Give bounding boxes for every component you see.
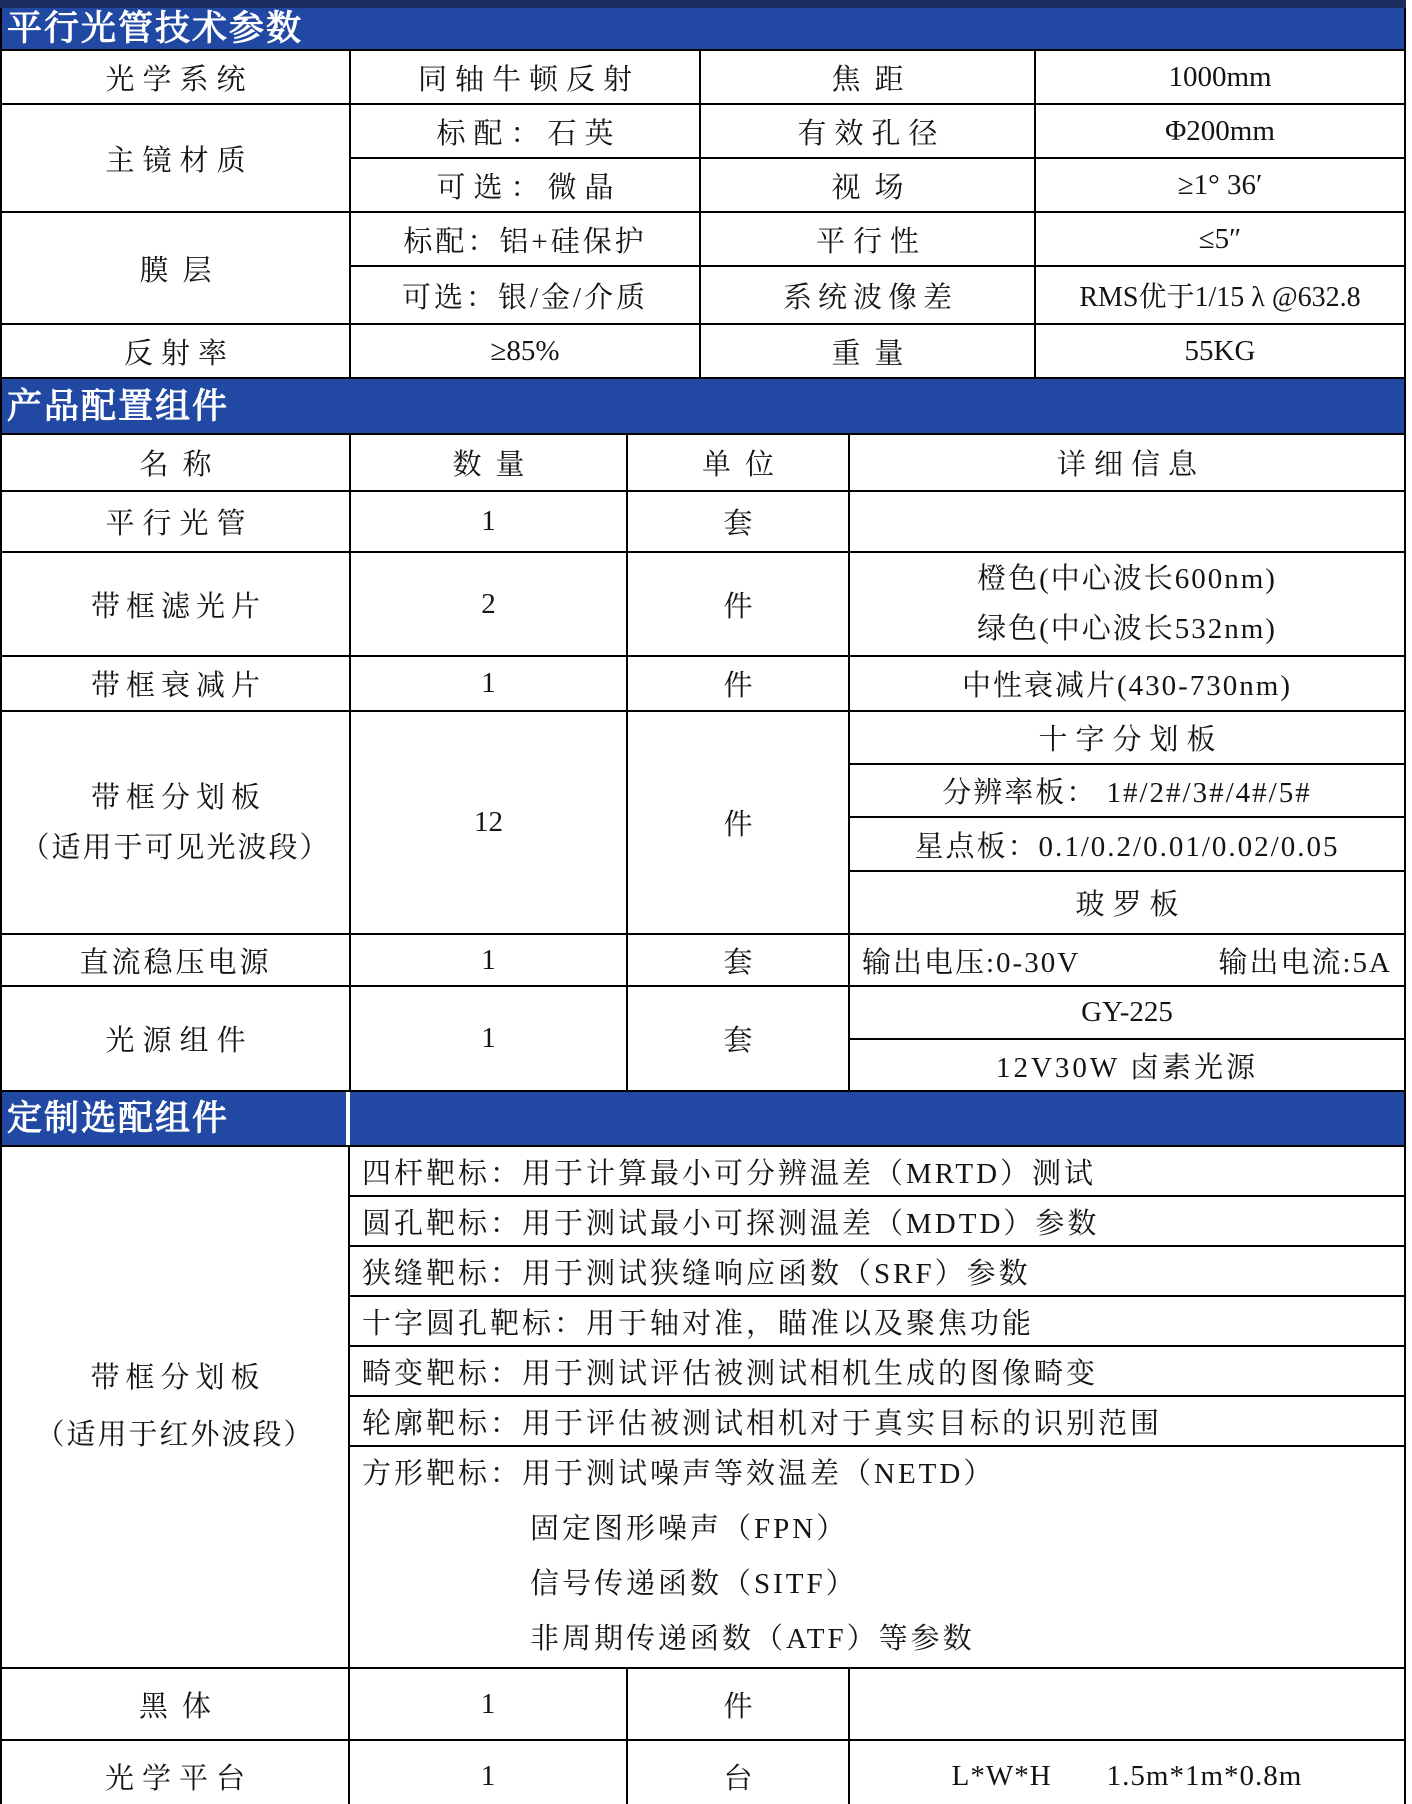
custom-row-blackbody [1,1668,1405,1740]
section-header-tech-params [0,8,1406,49]
attenuator-qty: 1 [350,656,627,711]
reticle-detail-crosshair: 十字分划板 [849,711,1405,764]
blackbody-name: 黑体 [1,1668,349,1740]
platform-detail-cell [849,1740,1405,1804]
target-square-netd: 方形靶标：用于测试噪声等效温差（NETD） [362,1458,996,1490]
mirror-material-standard: 标配：石英 [350,104,700,158]
reticle-unit: 件 [627,711,849,934]
attenuator-name: 带框衰减片 [1,656,350,711]
target-four-bar: 四杆靶标：用于计算最小可分辨温差（MRTD）测试 [349,1146,1405,1196]
target-square-sitf: 信号传递函数（SITF） [530,1568,858,1600]
config-row-filters [1,552,1405,656]
coating-label: 膜层 [1,212,350,324]
blackbody-qty: 1 [349,1668,627,1740]
light-source-model: GY-225 [849,986,1405,1039]
target-round-hole: 圆孔靶标：用于测试最小可探测温差（MDTD）参数 [349,1196,1405,1246]
blackbody-detail [849,1668,1405,1740]
light-source-qty: 1 [350,986,627,1091]
tech-row-1 [1,50,1405,104]
platform-name: 光学平台 [1,1740,349,1804]
light-source-name: 光源组件 [1,986,350,1091]
output-voltage: 输出电压:0-30V [862,946,1081,979]
collimator-unit: 套 [627,491,849,552]
section-title-config: 产品配置组件 [7,386,230,426]
platform-dimension-label: L*W*H [951,1759,1052,1792]
custom-row-target-1 [1,1146,1405,1196]
weight-value: 55KG [1035,324,1405,378]
filters-detail [849,552,1405,656]
attenuator-unit: 件 [627,656,849,711]
config-row-attenuator [1,656,1405,711]
target-slit: 狭缝靶标：用于测试狭缝响应函数（SRF）参数 [349,1246,1405,1296]
config-row-reticle [1,711,1405,764]
target-distortion: 畸变靶标：用于测试评估被测试相机生成的图像畸变 [349,1346,1405,1396]
platform-qty: 1 [349,1740,627,1804]
fov-value: ≥1° 36′ [1035,158,1405,212]
custom-components-table [0,1145,1406,1804]
ir-reticle-group-cell [1,1146,349,1668]
config-row-light-source [1,986,1405,1039]
parallelism-value: ≤5″ [1035,212,1405,266]
light-source-lamp: 12V30W 卤素光源 [849,1039,1405,1091]
reflectivity-label: 反射率 [1,324,350,378]
attenuator-detail: 中性衰减片(430-730nm) [849,656,1405,711]
optical-system-label: 光学系统 [1,50,350,104]
target-contour: 轮廓靶标：用于评估被测试相机对于真实目标的识别范围 [349,1396,1405,1446]
ir-reticle-note: （适用于红外波段） [35,1419,315,1451]
output-current: 输出电流:5A [1218,946,1392,979]
power-supply-name: 直流稳压电源 [1,934,350,986]
reticle-name-cell [1,711,350,934]
target-square-atf: 非周期传递函数（ATF）等参数 [530,1623,975,1655]
config-row-power-supply [1,934,1405,986]
tech-row-4 [1,212,1405,266]
target-square-cell [349,1446,1405,1668]
wavefront-error-label: 系统波像差 [700,266,1035,324]
platform-unit: 台 [627,1740,849,1804]
target-cross-hole: 十字圆孔靶标：用于轴对准，瞄准以及聚焦功能 [349,1296,1405,1346]
top-border-bar [0,0,1406,8]
ir-reticle-name: 带框分划板 [90,1362,266,1394]
section-title-tech-params: 平行光管技术参数 [7,9,304,48]
config-header-row [1,434,1405,491]
mirror-material-label: 主镜材质 [1,104,350,212]
custom-band-left [0,1092,346,1145]
optical-system-value: 同轴牛顿反射 [350,50,700,104]
weight-label: 重量 [700,324,1035,378]
platform-detail-split [850,1760,1404,1793]
reticle-name: 带框分划板 [90,781,266,814]
light-source-unit: 套 [627,986,849,1091]
filters-qty: 2 [350,552,627,656]
reticle-detail-star-point: 星点板：0.1/0.2/0.01/0.02/0.05 [849,817,1405,871]
target-square-fpn: 固定图形噪声（FPN） [530,1513,849,1545]
custom-band-right [350,1092,1406,1145]
filters-name: 带框滤光片 [1,552,350,656]
config-row-collimator [1,491,1405,552]
filter-orange-detail: 橙色(中心波长600nm) [977,563,1277,595]
coating-standard: 标配：铝+硅保护 [350,212,700,266]
focal-length-label: 焦距 [700,50,1035,104]
tech-params-table [0,49,1406,379]
column-header-qty: 数量 [350,434,627,491]
coating-optional: 可选：银/金/介质 [350,266,700,324]
collimator-name: 平行光管 [1,491,350,552]
collimator-detail [849,491,1405,552]
parallelism-label: 平行性 [700,212,1035,266]
platform-dimension-value: 1.5m*1m*0.8m [1106,1759,1303,1792]
tech-row-2 [1,104,1405,158]
column-header-name: 名称 [1,434,350,491]
section-header-config [0,379,1406,433]
reticle-detail-resolution: 分辨率板： 1#/2#/3#/4#/5# [849,764,1405,817]
power-supply-unit: 套 [627,934,849,986]
tech-row-6 [1,324,1405,378]
power-supply-detail-split [850,940,1404,981]
fov-label: 视场 [700,158,1035,212]
column-header-detail: 详细信息 [849,434,1405,491]
aperture-value: Φ200mm [1035,104,1405,158]
power-supply-qty: 1 [350,934,627,986]
custom-row-platform [1,1740,1405,1804]
filter-green-detail: 绿色(中心波长532nm) [977,613,1277,645]
reflectivity-value: ≥85% [350,324,700,378]
focal-length-value: 1000mm [1035,50,1405,104]
column-header-unit: 单位 [627,434,849,491]
wavefront-error-value: RMS优于1/15 λ @632.8 [1035,266,1405,324]
reticle-detail-boluo: 玻罗板 [849,871,1405,934]
section-title-custom: 定制选配组件 [7,1099,230,1138]
power-supply-detail [849,934,1405,986]
config-components-table [0,433,1406,1092]
filters-unit: 件 [627,552,849,656]
aperture-label: 有效孔径 [700,104,1035,158]
section-header-custom [0,1092,1406,1145]
mirror-material-optional: 可选：微晶 [350,158,700,212]
reticle-note: （适用于可见光波段） [20,831,331,864]
blackbody-unit: 件 [627,1668,849,1740]
reticle-qty: 12 [350,711,627,934]
collimator-qty: 1 [350,491,627,552]
